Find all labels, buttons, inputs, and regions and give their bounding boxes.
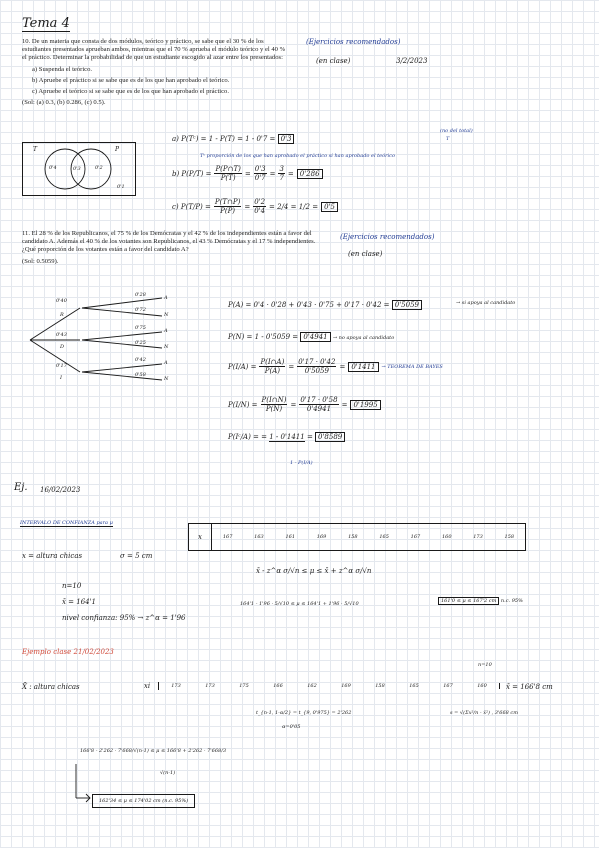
tree-da-prob: 0'75 <box>135 325 146 331</box>
ejclase-result: 162'34 ≤ μ ≤ 174'02 cm (n.c. 95%) <box>92 794 195 808</box>
ejclase-s: s = √(Σx²/n - x̄²) , 3'668 cm <box>450 710 518 716</box>
ejclase-data-cell: 173 <box>171 683 181 689</box>
eq-p-i-a: P(I/A) = $\frac{P(I\cap A)}{P(A)}$ = $\frac{0'17 \cdot 0'42}{0'5059}$ = 0'1411 → TEOREMA DE BAYES <box>228 358 443 375</box>
ex10-date: 3/2/2023 <box>396 57 428 65</box>
venn-intersection: 0'3 <box>73 166 81 172</box>
ej-variable: x = altura chicas <box>22 552 83 560</box>
probability-tree <box>22 290 212 390</box>
ej-formula: x̄ - z^α σ/√n ≤ μ ≤ x̄ + z^α σ/√n <box>256 567 372 575</box>
tree-branch-in <box>82 372 162 380</box>
ej-data-cell: 167 <box>410 534 421 540</box>
ejclase-data-cell: 165 <box>409 683 419 689</box>
tree-ia-prob: 0'42 <box>135 357 146 363</box>
venn-only-t: 0'4 <box>49 165 57 171</box>
ej-data-cell: 169 <box>316 534 327 540</box>
ejclase-data-cell: 160 <box>477 683 487 689</box>
ex11-note-recommended: (Ejercicios recomendados) <box>340 233 435 241</box>
venn-label-p: P <box>115 146 120 153</box>
ejclase-n: n=10 <box>478 662 492 668</box>
tree-d-prob: 0'43 <box>56 332 67 338</box>
ejclase-data-cell: 175 <box>239 683 249 689</box>
ej-data-cell: 161 <box>285 534 296 540</box>
tree-i-prob: 0'17 <box>56 363 67 369</box>
tree-branch-r <box>30 308 80 340</box>
ic-title: INTERVALO DE CONFIANZA para μ <box>20 520 113 526</box>
exercise-11-text: 11. El 28 % de los Republicanos, el 75 % de los Demócratas y el 42 % de los independientes están a favor del candidato A. Además el 40 % de los votantes son Republicanos, el 43 % Demócratas y el 17 % independientes. ¿Qué proporción de los votantes están a favor del candidato A? (Sol: 0.5059). <box>22 230 316 265</box>
venn-diagram <box>22 142 136 196</box>
ejclase-table-values <box>159 683 500 689</box>
ex10-note-class: (en clase) <box>316 57 351 65</box>
ejclase-variable: X̄ : altura chicas <box>22 683 80 691</box>
eq-p-i-n: P(I/N) = $\frac{P(I\cap N)}{P(N)}$ = $\frac{0'17 \cdot 0'58}{0'4941}$ = 0'1995 <box>228 396 381 413</box>
ej-data-cell: 165 <box>379 534 389 540</box>
data-table-header: x <box>189 524 212 550</box>
eq-p-a-note: → si apoya al candidato <box>456 300 516 306</box>
tree-leaf-a3: A <box>164 360 168 366</box>
tree-branch-ra <box>82 298 162 308</box>
ejclase-arrow <box>74 764 94 804</box>
tree-r-prob: 0'40 <box>56 298 67 304</box>
tree-ra-prob: 0'28 <box>135 292 146 298</box>
tree-branch-rn <box>82 308 162 316</box>
ans-a-blue-note: Tᶜ proporción de los que han aprobado el práctico si han aprobado el teórico <box>200 153 395 159</box>
ej-mean: x̄ = 164'1 <box>62 598 97 606</box>
ex10-note-recommended: (Ejercicios recomendados) <box>306 38 401 46</box>
data-table-ej <box>188 523 526 551</box>
ejclase-mean: x̄ = 166'8 cm <box>506 683 553 691</box>
ejclase-data-cell: 169 <box>341 683 351 689</box>
page-title: Tema 4 <box>22 16 70 31</box>
tree-leaf-n2: N <box>164 344 169 350</box>
venn-outside: 0'1 <box>117 184 125 190</box>
data-table-values <box>212 534 525 540</box>
tree-i-label: I <box>60 375 62 381</box>
ejclase-title: Ejemplo clase 21/02/2023 <box>22 648 114 656</box>
ejclase-sqrt: √(n-1) <box>160 770 176 776</box>
ej-result: 161'0 ≤ μ ≤ 167'2 cm n.c. 95% <box>438 598 523 604</box>
eq-p-a: P(A) = 0'4 · 0'28 + 0'43 · 0'75 + 0'17 · 0'42 = 0'5059 <box>228 301 422 309</box>
tree-branch-i <box>30 340 80 372</box>
tree-rn-prob: 0'72 <box>135 307 146 313</box>
tree-leaf-a2: A <box>164 328 168 334</box>
eq-p-ic-a: P(Iᶜ/A) = = 1 - 0'1411 = 0'8589 <box>228 433 345 441</box>
ejclase-data-cell: 167 <box>443 683 453 689</box>
tree-branch-da <box>82 332 162 340</box>
ans-a: a) P(Tᶜ) = 1 - P(T) = 1 - 0'7 = 0'3 <box>172 135 294 143</box>
ans-c: c) P(T/P) = $\frac{P(T\cap P)}{P(P)}$ = $\frac{0'2}{0'4}$ = 2/4 = 1/2 = 0'5 <box>172 198 338 215</box>
exercise-10-text: 10. De un materia que consta de dos módulos, teórico y práctico, se sabe que el 30 % de los estudiantes presentados aprueban ambos, mientras que el 70 % aprueba el módulo teórico y el 40 % el práctico. Determinar la probabilidad de que un estudiante escogido al azar entre los presentados: a) Suspenda el teórico. b) Apruebe el práctico si se sabe que es de los que han aprobado el teórico. c) Apruebe el teórico si se sabe que es de los que han aprobado el práctico. (Sol: (a) 0.3, (b) 0.286, (c) 0.5). <box>22 38 286 107</box>
ejclase-data-cell: 173 <box>205 683 215 689</box>
ej-conf: nivel confianza: 95% → z^α = 1'96 <box>62 614 186 622</box>
ans-b: b) P(P/T) = $\frac{P(P\cap T)}{P(T)}$ = $\frac{0'3}{0'7}$ = $\frac{3}{7}$ = 0'286 <box>172 165 323 182</box>
ej-data-cell: 158 <box>348 534 358 540</box>
ej-data-cell: 163 <box>254 534 264 540</box>
venn-label-t: T <box>33 146 38 153</box>
ex11-note-class: (en clase) <box>348 250 383 258</box>
eq-p-ic-a-note: 1 - P(I/A) <box>290 460 313 466</box>
ej-title: Ej. <box>14 482 28 493</box>
tree-leaf-n3: N <box>164 376 169 382</box>
ej-calc: 164'1 - 1'96 · 5/√10 ≤ μ ≤ 164'1 + 1'96 · 5/√10 <box>240 601 359 607</box>
ans-a-note: (no del total) <box>440 128 473 134</box>
ej-date: 16/02/2023 <box>40 486 81 494</box>
tree-in-prob: 0'58 <box>135 372 146 378</box>
tree-d-label: D <box>60 344 65 350</box>
venn-only-p: 0'2 <box>95 165 103 171</box>
ej-sigma: σ = 5 cm <box>120 552 153 560</box>
tree-branch-dn <box>82 340 162 348</box>
ans-a-note2: T <box>446 136 450 142</box>
ej-data-cell: 158 <box>504 534 515 540</box>
ejclase-data-cell: 158 <box>375 683 385 689</box>
ej-data-cell: 173 <box>473 534 483 540</box>
tree-leaf-a1: A <box>164 295 168 301</box>
ej-data-cell: 160 <box>441 534 452 540</box>
ejclase-table-header: xi <box>136 682 159 690</box>
eq-p-n: P(N) = 1 - 0'5059 = 0'4941 → no apoya al candidato <box>228 333 395 341</box>
ejclase-t: t_{n-1, 1-α/2} = t_{9, 0'975} = 2'262 <box>256 710 352 716</box>
ej-data-cell: 167 <box>222 534 233 540</box>
ejclase-calc: 166'8 - 2'262 · 7'668/√(n-1) ≤ μ ≤ 166'8 + 2'262 · 7'668/3 <box>80 748 227 754</box>
ejclase-data-cell: 166 <box>273 683 283 689</box>
ejclase-alpha: α=0'05 <box>282 724 301 730</box>
data-table-ejclase <box>136 676 500 696</box>
tree-r-label: R <box>60 312 64 318</box>
tree-branch-ia <box>82 364 162 372</box>
ejclase-data-cell: 162 <box>307 683 317 689</box>
tree-leaf-n1: N <box>164 312 169 318</box>
tree-dn-prob: 0'25 <box>135 340 146 346</box>
ej-n: n=10 <box>62 582 82 590</box>
